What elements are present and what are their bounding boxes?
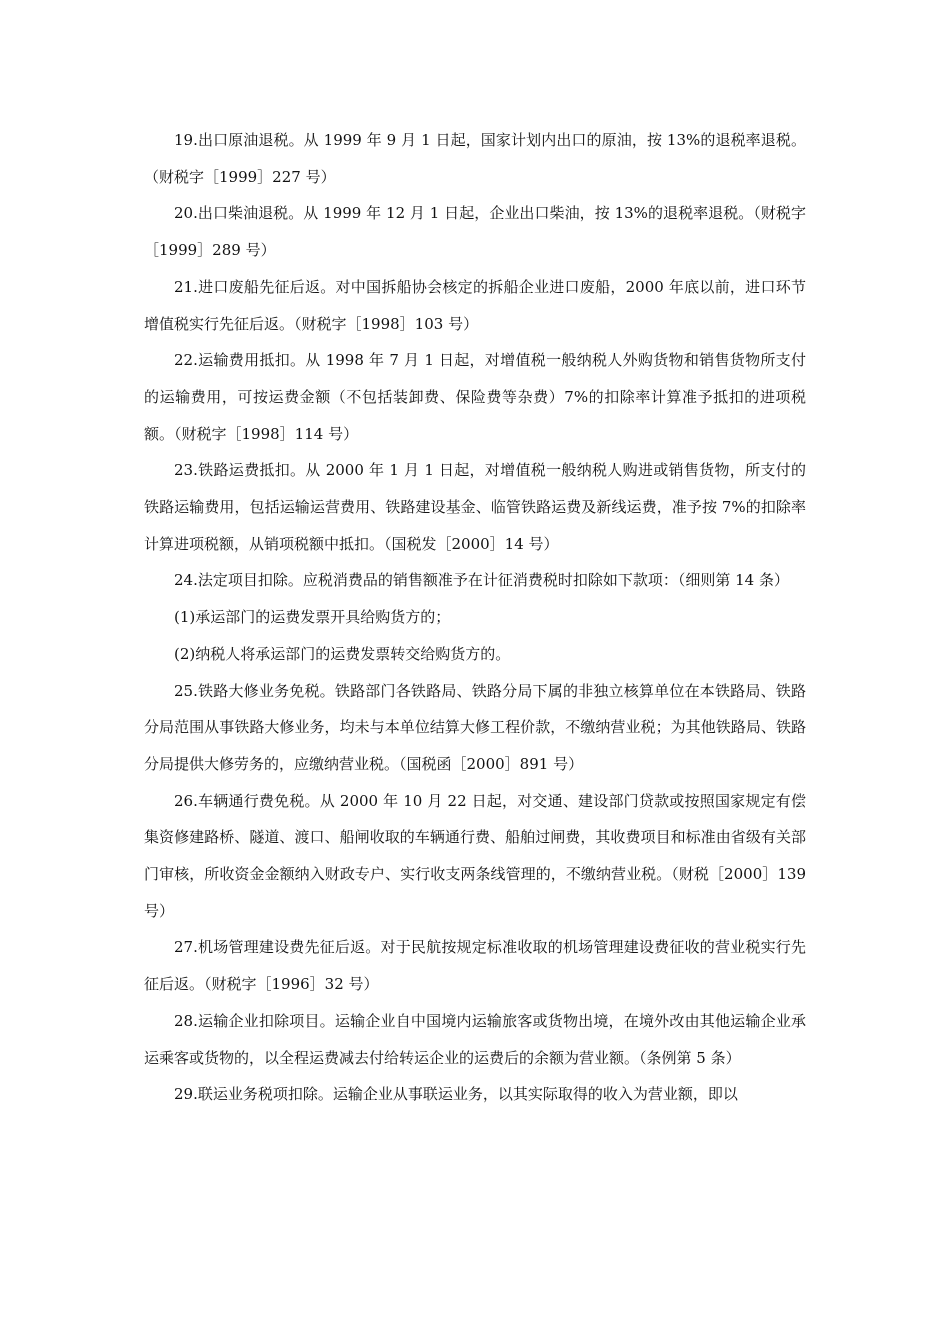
paragraph-26: 26.车辆通行费免税。从 2000 年 10 月 22 日起，对交通、建设部门贷款或按照国家规定有偿集资修建路桥、隧道、渡口、船闸收取的车辆通行费、船舶过闸费，其收费项目和标准由省级有关部门审核，所收资金金额纳入财政专户、实行收支两条线管理的，不缴纳营业税。（财税［2000］139 号） <box>144 791 806 920</box>
paragraph-27: 27.机场管理建设费先征后返。对于民航按规定标准收取的机场管理建设费征收的营业税实行先征后返。（财税字［1996］32 号） <box>144 938 806 994</box>
paragraph-25: 25.铁路大修业务免税。铁路部门各铁路局、铁路分局下属的非独立核算单位在本铁路局、铁路分局范围从事铁路大修业务，均未与本单位结算大修工程价款，不缴纳营业税；为其他铁路局、铁路分局提供大修劳务的，应缴纳营业税。（国税函［2000］891 号） <box>144 681 806 773</box>
list-item-1: (1)承运部门的运费发票开具给购货方的； <box>174 608 451 627</box>
paragraph-23: 23.铁路运费抵扣。从 2000 年 1 月 1 日起，对增值税一般纳税人购进或销售货物，所支付的铁路运输费用，包括运输运营费用、铁路建设基金、临管铁路运费及新线运费，准予按 7%的扣除率计算进项税额，从销项税额中抵扣。（国税发［2000］14 号） <box>144 461 806 553</box>
paragraph-29: 29.联运业务税项扣除。运输企业从事联运业务，以其实际取得的收入为营业额，即以 <box>174 1085 738 1104</box>
paragraph-21: 21.进口废船先征后返。对中国拆船协会核定的拆船企业进口废船，2000 年底以前，进口环节增值税实行先征后返。（财税字［1998］103 号） <box>144 277 806 333</box>
paragraph-28: 28.运输企业扣除项目。运输企业自中国境内运输旅客或货物出境，在境外改由其他运输企业承运乘客或货物的，以全程运费减去付给转运企业的运费后的余额为营业额。（条例第 5 条） <box>144 1011 806 1067</box>
paragraph-19: 19.出口原油退税。从 1999 年 9 月 1 日起，国家计划内出口的原油，按 13%的退税率退税。（财税字［1999］227 号） <box>144 131 806 186</box>
document-body <box>144 122 806 1113</box>
list-item-2: (2)纳税人将承运部门的运费发票转交给购货方的。 <box>174 644 511 663</box>
paragraph-24: 24.法定项目扣除。应税消费品的销售额准予在计征消费税时扣除如下款项：（细则第 14 条） <box>174 571 789 590</box>
paragraph-22: 22.运输费用抵扣。从 1998 年 7 月 1 日起，对增值税一般纳税人外购货物和销售货物所支付的运输费用，可按运费金额（不包括装卸费、保险费等杂费）7%的扣除率计算准予抵扣的进项税额。（财税字［1998］114 号） <box>144 351 806 443</box>
paragraph-20: 20.出口柴油退税。从 1999 年 12 月 1 日起，企业出口柴油，按 13%的退税率退税。（财税字［1999］289 号） <box>144 204 806 260</box>
